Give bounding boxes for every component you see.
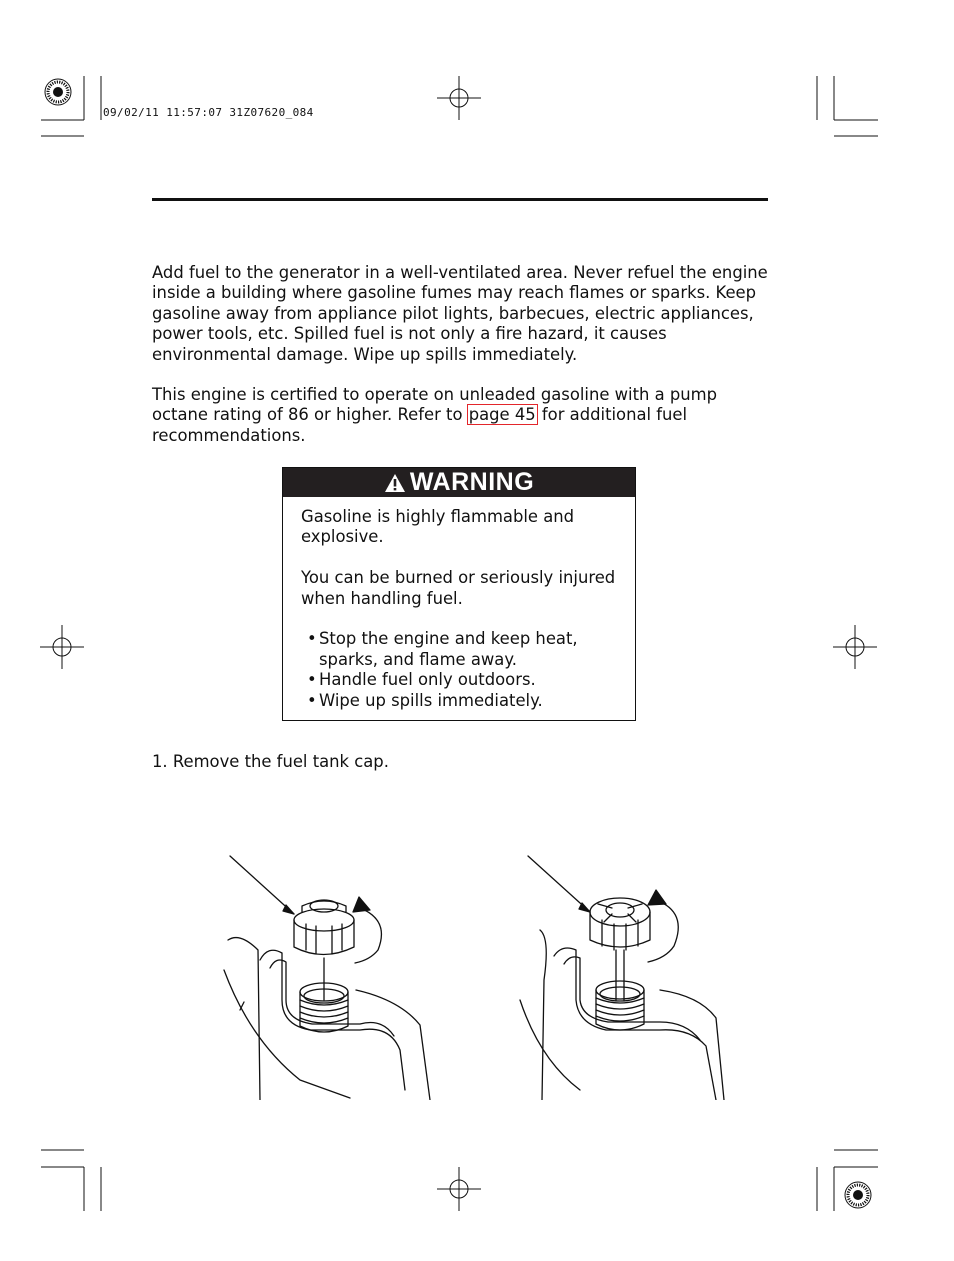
step-1: 1. Remove the fuel tank cap. <box>152 752 389 771</box>
octane-text-end: for additional fuel recommendations. <box>152 405 688 445</box>
warning-box <box>282 467 636 721</box>
registration-target-icon <box>45 79 71 105</box>
octane-text: This engine is certified to operate on unleaded gasoline with a pump octane rating of 86 or higher. Refer to <box>152 385 718 425</box>
ventilation-paragraph: Add fuel to the generator in a well-ventilated area. Never refuel the engine inside a building where gasoline fumes may reach flames or sparks. Keep gasoline away from appliance pilot lights, barbecues, electric appliances, power tools, etc. Spilled fuel is not only a fire hazard, it causes environmental damage. Wipe up spills immediately. <box>152 263 768 364</box>
warning-line: Gasoline is highly flammable and explosive. <box>301 507 575 547</box>
warning-bullets <box>301 629 625 711</box>
warning-bullet: • Handle fuel only outdoors. <box>307 670 625 690</box>
fuel-cap-right-view <box>520 856 724 1100</box>
warning-bullet: • Stop the engine and keep heat, sparks, and flame away. <box>307 629 625 670</box>
print-stamp: 09/02/11 11:57:07 31Z07620_084 <box>103 106 314 119</box>
registration-target-icon <box>845 1182 871 1208</box>
warning-line: You can be burned or seriously injured when handling fuel. <box>301 568 616 608</box>
warning-title: WARNING <box>409 468 535 496</box>
page-45-link[interactable]: page 45 <box>468 405 536 425</box>
section-rule <box>152 198 768 201</box>
warning-bullet: • Wipe up spills immediately. <box>307 691 625 711</box>
warning-header <box>283 468 635 497</box>
warning-triangle-icon <box>384 473 406 493</box>
fuel-cap-left-view <box>224 856 430 1100</box>
fuel-cap-illustration <box>220 850 740 1100</box>
warning-body <box>283 497 635 711</box>
octane-paragraph <box>152 385 772 446</box>
